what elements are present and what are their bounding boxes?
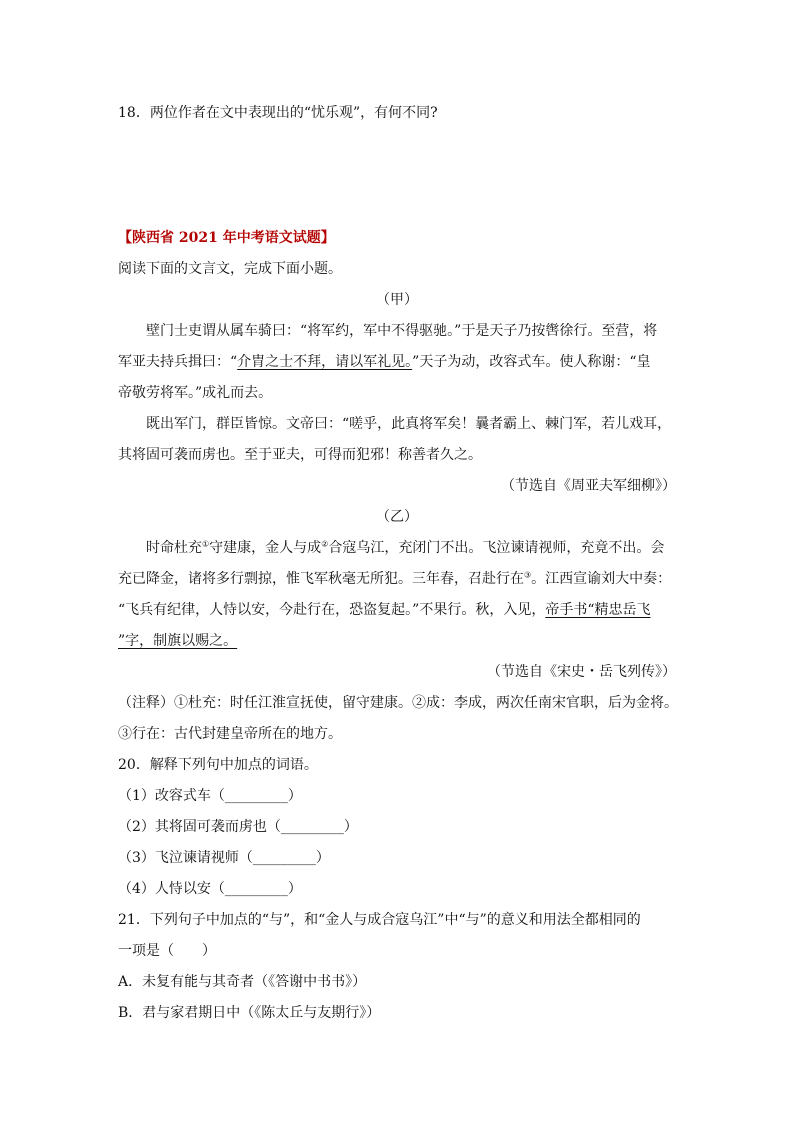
yi-line-1-a: 时命杜充 [146,540,202,556]
yi-line-1-c: 合寇乌江，充闭门不出。飞泣谏请视师，充竟不出。会 [328,540,665,556]
jia-line-3: 帝敬劳将军。”成礼而去。 [118,385,273,401]
question-20-item-4: （4）人恃以安（_________） [118,881,302,897]
question-20-title: 20．解释下列句中加点的词语。 [118,757,318,773]
note-marker-2: ② [321,539,329,549]
yi-line-1-b: 守建康，金人与成 [209,540,322,556]
question-20-item-1: （1）改容式车（_________） [118,788,302,804]
yi-line-1 [146,538,664,558]
yi-line-2-a: 充已降金，诸将多行剽掠，惟飞军秋毫无所犯。三年春，召赴行在 [118,571,524,587]
jia-underlined-sentence: 介胄之士不拜，请以军礼见。 [237,354,413,370]
question-20-item-3: （3）飞泣谏请视师（_________） [118,850,330,866]
question-21-option-a: A．未复有能与其奇者（《答谢中书书》） [118,974,367,990]
question-20-item-2: （2）其将固可袭而虏也（_________） [118,819,358,835]
yi-line-2-b: 。江西宣谕刘大中奏： [531,571,672,587]
note-marker-1: ① [202,539,210,549]
question-21-line-1: 21．下列句子中加点的“与”，和“金人与成合寇乌江”中“与”的意义和用法全都相同的 [118,912,641,928]
question-21-option-b: B．君与家君期日中（《陈太丘与友期行》） [118,1005,381,1021]
jia-line-4: 既出军门，群臣皆惊。文帝曰：“嗟乎，此真将军矣！曩者霸上、棘门军，若儿戏耳， [146,416,672,432]
yi-line-3-a: “飞兵有纪律，人恃以安，今赴行在，恐盗复起。”不果行。秋，入见， [118,602,546,618]
jia-line-2 [118,352,651,372]
yi-underlined-sentence-b: ”字，制旗以赐之。 [118,633,238,649]
jia-line-1: 壁门士吏谓从属车骑曰：“将军约，军中不得驱驰。”于是天子乃按辔徐行。至营，将 [146,323,658,339]
yi-line-3 [118,600,651,620]
yi-line-2 [118,569,671,589]
yi-line-4 [118,631,237,651]
section-heading: 【陕西省 2021 年中考语文试题】 [118,230,335,246]
jia-line-2-a: 军亚夫持兵揖曰：“ [118,354,238,370]
passage-jia-label: （甲） [376,292,418,308]
question-18: 18．两位作者在文中表现出的“忧乐观”，有何不同? [118,105,438,121]
instruction: 阅读下面的文言文，完成下面小题。 [118,261,342,277]
yi-source: （节选自《宋史・岳飞列传》） [487,664,676,680]
yi-underlined-sentence-a: 帝手书“精忠岳飞 [545,602,651,618]
jia-line-2-b: ”天子为动，改容式车。使人称谢：“皇 [412,354,651,370]
passage-yi-label: （乙） [376,509,418,525]
jia-line-5: 其将固可袭而虏也。至于亚夫，可得而犯邪！称善者久之。 [118,447,482,463]
note-marker-3: ③ [524,570,532,580]
question-21-line-2: 一项是（ ） [118,943,216,959]
notes-line-2: ③行在：古代封建皇帝所在的地方。 [118,726,342,742]
jia-source: （节选自《周亚夫军细柳》） [501,478,676,494]
notes-line-1: （注释）①杜充：时任江淮宣抚使，留守建康。②成：李成，两次任南宋官职，后为金将。 [118,695,678,711]
